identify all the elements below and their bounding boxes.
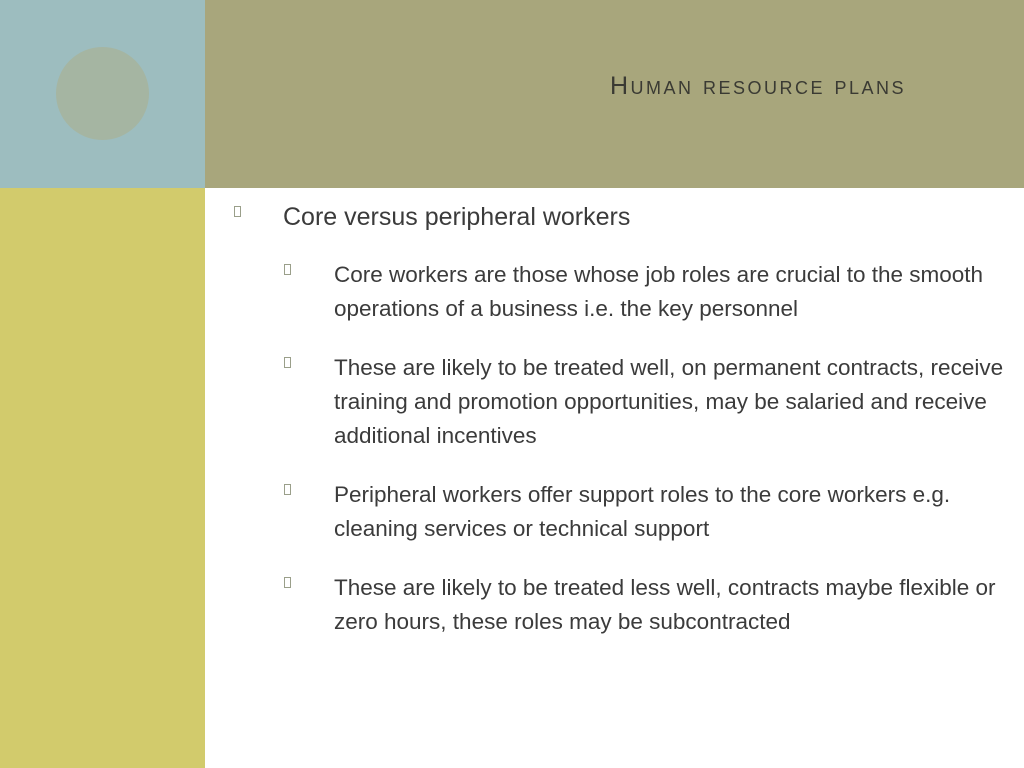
bullet-text: Core versus peripheral workers — [283, 203, 631, 231]
side-band — [0, 188, 205, 768]
bullet-text: These are likely to be treated less well, contracts maybe flexible or zero hours, these roles may be subcontracted — [334, 575, 996, 634]
bullet-level-2 — [230, 571, 1010, 639]
bullet-level-2 — [230, 258, 1010, 326]
bullet-icon — [284, 484, 291, 495]
bullet-icon — [284, 577, 291, 588]
bullet-icon — [284, 357, 291, 368]
corner-decoration — [0, 0, 205, 188]
bullet-level-2 — [230, 351, 1010, 453]
bullet-text: These are likely to be treated well, on permanent contracts, receive training and promotion opportunities, may be salaried and receive additional incentives — [334, 355, 1004, 448]
slide-body — [230, 200, 1010, 664]
bullet-level-1 — [230, 200, 1010, 234]
bullet-icon — [234, 206, 241, 217]
bullet-text: Peripheral workers offer support roles to the core workers e.g. cleaning services or technical support — [334, 482, 951, 541]
bullet-text: Core workers are those whose job roles are crucial to the smooth operations of a business i.e. the key personnel — [334, 262, 984, 321]
bullet-level-2 — [230, 478, 1010, 546]
slide-title: Human resource plans — [610, 72, 906, 100]
circle-decoration — [56, 47, 149, 140]
bullet-icon — [284, 264, 291, 275]
